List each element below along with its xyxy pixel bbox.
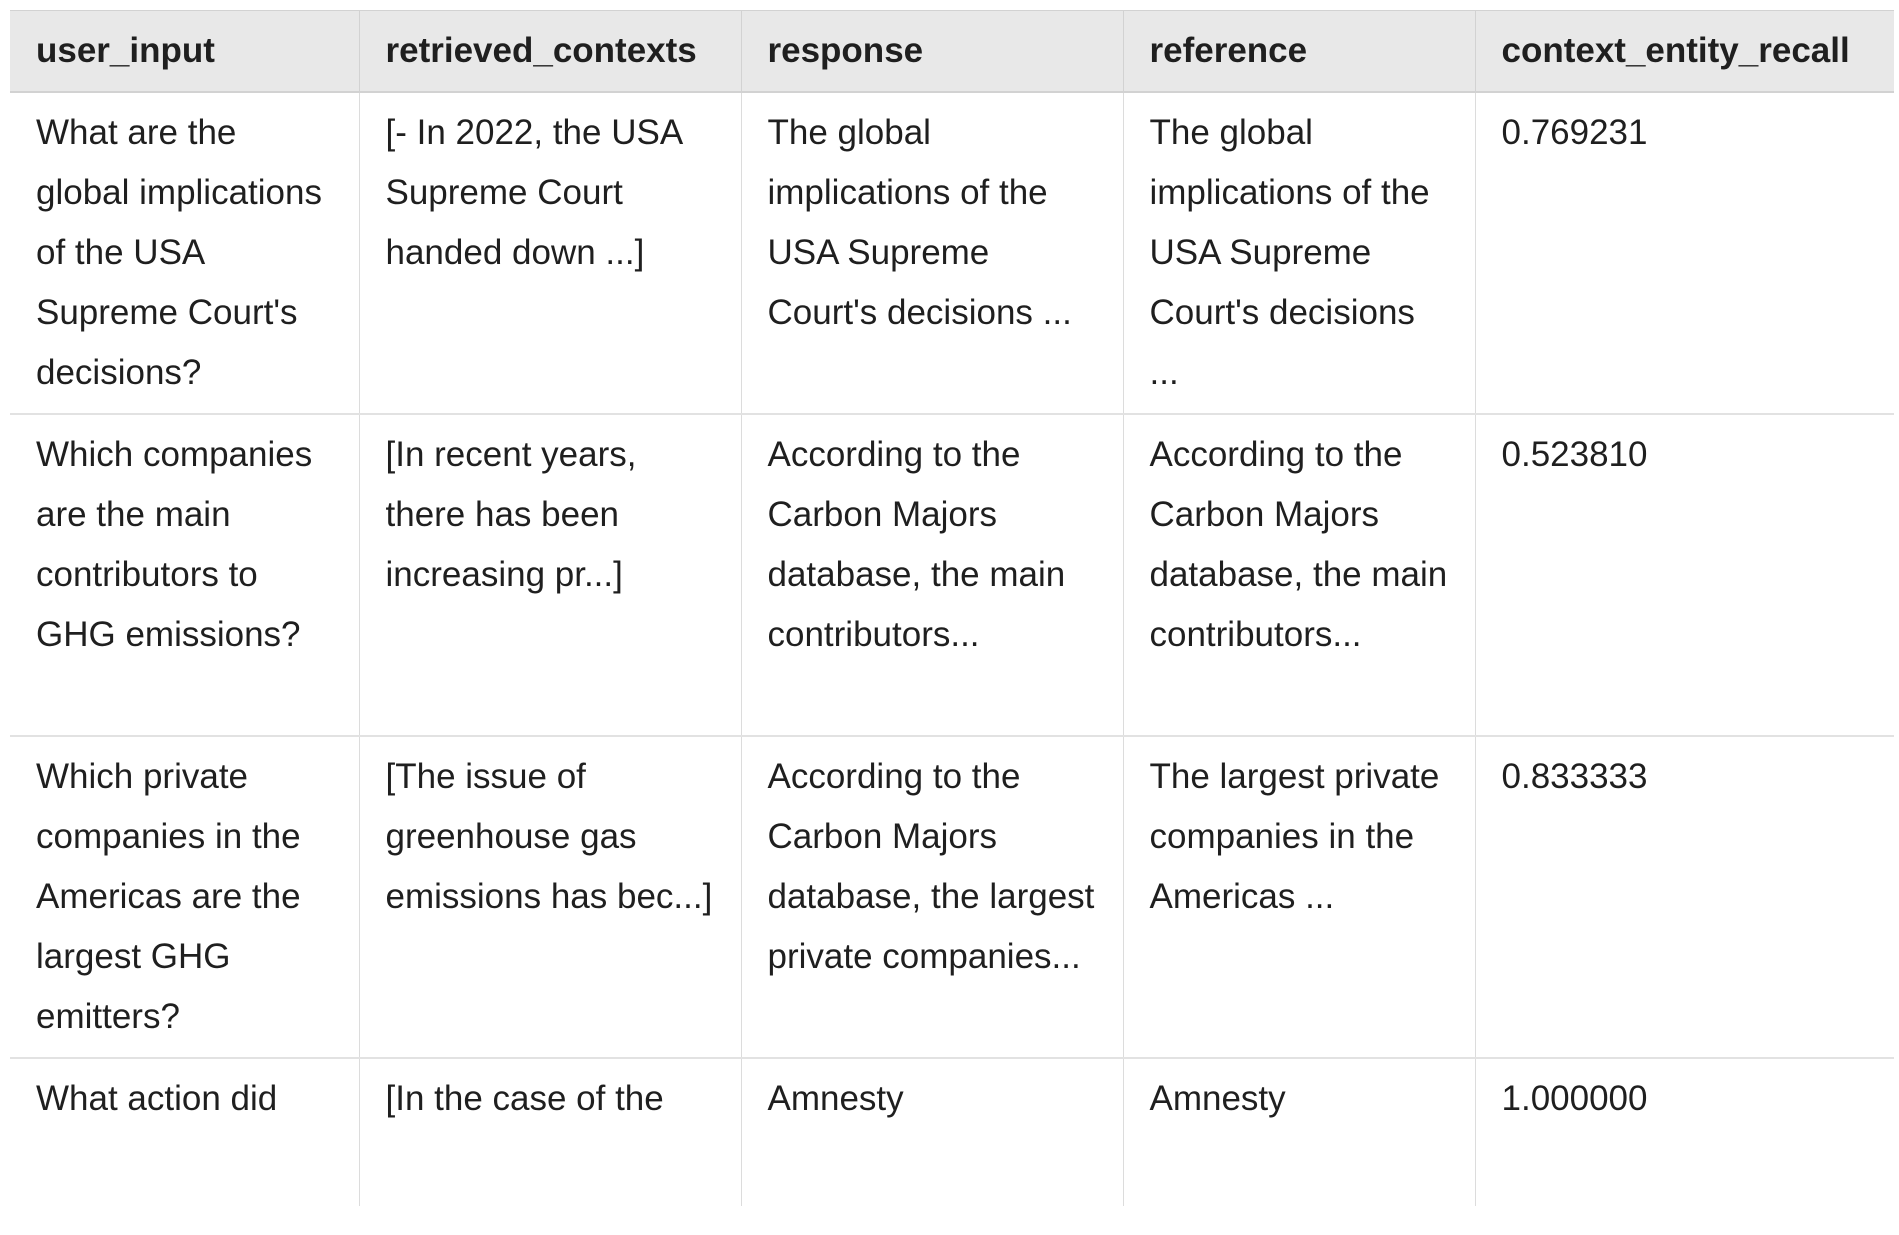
cell-response: According to the Carbon Majors database, the main contributors... xyxy=(741,414,1123,736)
cell-retrieved-contexts: [In recent years, there has been increasing pr...] xyxy=(359,414,741,736)
column-header-response: response xyxy=(741,11,1123,93)
table-header xyxy=(10,11,1894,93)
cell-retrieved-contexts: [- In 2022, the USA Supreme Court handed down ...] xyxy=(359,92,741,414)
header-row xyxy=(10,11,1894,93)
column-header-retrieved-contexts: retrieved_contexts xyxy=(359,11,741,93)
column-header-reference: reference xyxy=(1123,11,1475,93)
cell-user-input: What are the global implications of the USA Supreme Court's decisions? xyxy=(10,92,359,414)
cell-retrieved-contexts: [In the case of the xyxy=(359,1058,741,1206)
cell-retrieved-contexts: [The issue of greenhouse gas emissions has bec...] xyxy=(359,736,741,1058)
cell-user-input: What action did xyxy=(10,1058,359,1206)
column-header-user-input: user_input xyxy=(10,11,359,93)
cell-context-entity-recall: 0.523810 xyxy=(1475,414,1894,736)
results-table-viewport[interactable] xyxy=(10,10,1894,1206)
cell-reference: The largest private companies in the Americas ... xyxy=(1123,736,1475,1058)
table-row xyxy=(10,1058,1894,1206)
cell-response: The global implications of the USA Supreme Court's decisions ... xyxy=(741,92,1123,414)
table-row xyxy=(10,736,1894,1058)
cell-context-entity-recall: 0.833333 xyxy=(1475,736,1894,1058)
table-row xyxy=(10,92,1894,414)
cell-reference: According to the Carbon Majors database, the main contributors... xyxy=(1123,414,1475,736)
table-body xyxy=(10,92,1894,1206)
results-table xyxy=(10,10,1894,1206)
cell-reference: The global implications of the USA Supreme Court's decisions ... xyxy=(1123,92,1475,414)
cell-response: According to the Carbon Majors database, the largest private companies... xyxy=(741,736,1123,1058)
cell-reference: Amnesty xyxy=(1123,1058,1475,1206)
cell-context-entity-recall: 0.769231 xyxy=(1475,92,1894,414)
cell-context-entity-recall: 1.000000 xyxy=(1475,1058,1894,1206)
cell-response: Amnesty xyxy=(741,1058,1123,1206)
table-row xyxy=(10,414,1894,736)
cell-user-input: Which companies are the main contributors to GHG emissions? xyxy=(10,414,359,736)
column-header-context-entity-recall: context_entity_recall xyxy=(1475,11,1894,93)
cell-user-input: Which private companies in the Americas are the largest GHG emitters? xyxy=(10,736,359,1058)
